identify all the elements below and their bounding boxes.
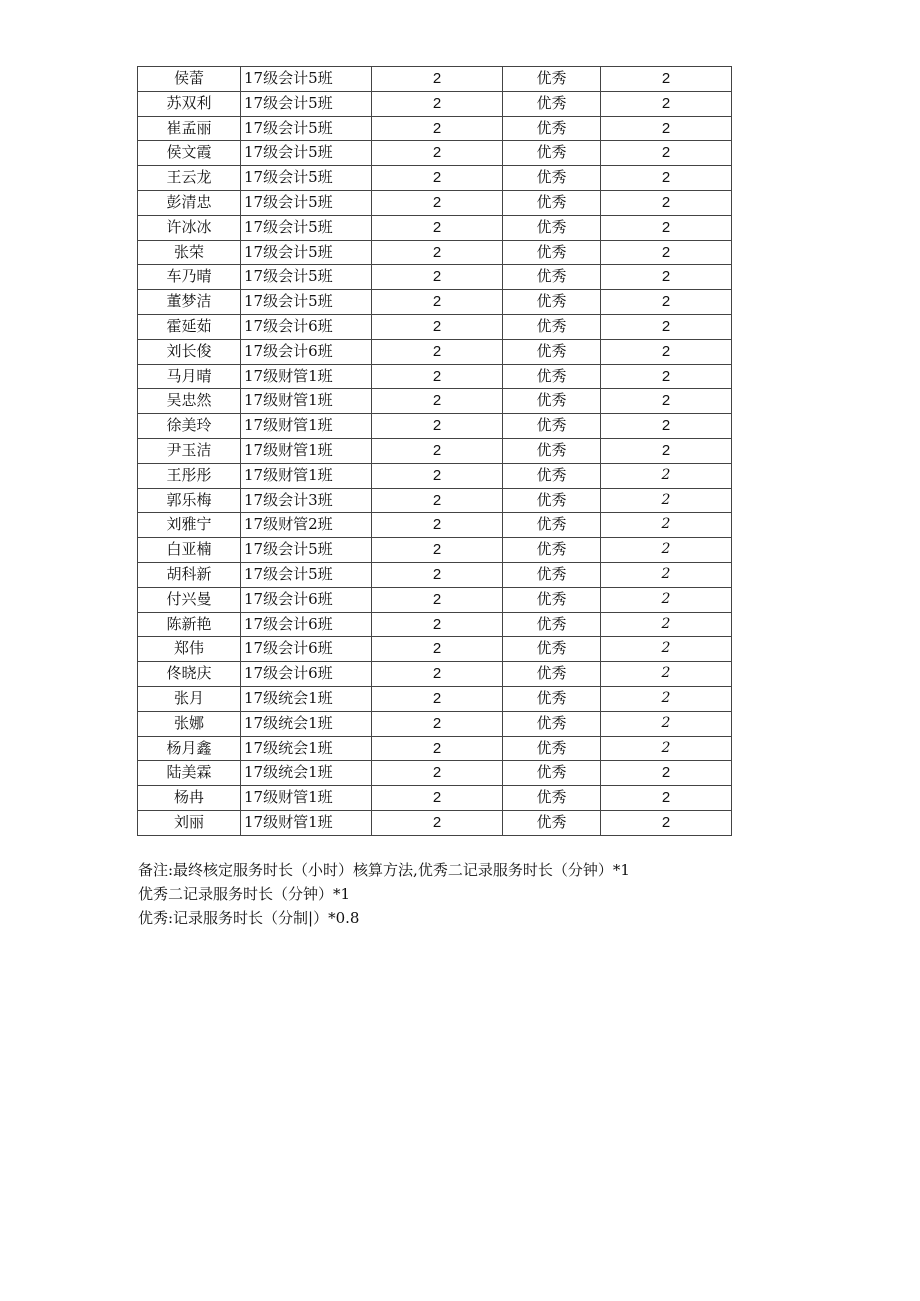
recorded-hours-cell: 2: [372, 736, 503, 761]
final-hours-cell: 2: [601, 711, 732, 736]
recorded-hours-cell: 2: [372, 538, 503, 563]
table-row: [138, 612, 732, 637]
grade-cell: 优秀: [503, 67, 601, 92]
final-hours-cell: 2: [601, 637, 732, 662]
table-row: [138, 339, 732, 364]
student-name-cell: 苏双利: [138, 91, 241, 116]
class-cell: 17级财管1班: [241, 463, 372, 488]
student-name-cell: 彭清忠: [138, 190, 241, 215]
student-name-cell: 张月: [138, 686, 241, 711]
recorded-hours-cell: 2: [372, 339, 503, 364]
table-row: [138, 637, 732, 662]
final-hours-cell: 2: [601, 314, 732, 339]
grade-cell: 优秀: [503, 488, 601, 513]
final-hours-cell: 2: [601, 587, 732, 612]
class-cell: 17级会计5班: [241, 166, 372, 191]
class-cell: 17级会计6班: [241, 339, 372, 364]
student-name-cell: 佟晓庆: [138, 662, 241, 687]
student-name-cell: 张荣: [138, 240, 241, 265]
grade-cell: 优秀: [503, 389, 601, 414]
grade-cell: 优秀: [503, 662, 601, 687]
student-name-cell: 陆美霖: [138, 761, 241, 786]
student-name-cell: 杨月鑫: [138, 736, 241, 761]
recorded-hours-cell: 2: [372, 166, 503, 191]
class-cell: 17级财管1班: [241, 438, 372, 463]
recorded-hours-cell: 2: [372, 438, 503, 463]
class-cell: 17级会计5班: [241, 562, 372, 587]
grade-cell: 优秀: [503, 810, 601, 835]
final-hours-cell: 2: [601, 240, 732, 265]
recorded-hours-cell: 2: [372, 587, 503, 612]
recorded-hours-cell: 2: [372, 389, 503, 414]
class-cell: 17级统会1班: [241, 761, 372, 786]
recorded-hours-cell: 2: [372, 240, 503, 265]
table-row: [138, 91, 732, 116]
final-hours-cell: 2: [601, 339, 732, 364]
class-cell: 17级财管2班: [241, 513, 372, 538]
student-name-cell: 付兴曼: [138, 587, 241, 612]
grade-cell: 优秀: [503, 265, 601, 290]
final-hours-cell: 2: [601, 215, 732, 240]
class-cell: 17级会计5班: [241, 240, 372, 265]
recorded-hours-cell: 2: [372, 513, 503, 538]
grade-cell: 优秀: [503, 686, 601, 711]
grade-cell: 优秀: [503, 215, 601, 240]
final-hours-cell: 2: [601, 190, 732, 215]
recorded-hours-cell: 2: [372, 761, 503, 786]
table-row: [138, 562, 732, 587]
table-row: [138, 463, 732, 488]
table-row: [138, 438, 732, 463]
final-hours-cell: 2: [601, 488, 732, 513]
final-hours-cell: 2: [601, 736, 732, 761]
recorded-hours-cell: 2: [372, 686, 503, 711]
table-row: [138, 67, 732, 92]
table-row: [138, 364, 732, 389]
recorded-hours-cell: 2: [372, 810, 503, 835]
grade-cell: 优秀: [503, 339, 601, 364]
final-hours-cell: 2: [601, 786, 732, 811]
table-row: [138, 810, 732, 835]
table-row: [138, 265, 732, 290]
final-hours-cell: 2: [601, 389, 732, 414]
recorded-hours-cell: 2: [372, 488, 503, 513]
class-cell: 17级会计5班: [241, 215, 372, 240]
table-row: [138, 711, 732, 736]
grade-cell: 优秀: [503, 438, 601, 463]
table-row: [138, 488, 732, 513]
recorded-hours-cell: 2: [372, 290, 503, 315]
table-row: [138, 389, 732, 414]
class-cell: 17级财管1班: [241, 364, 372, 389]
final-hours-cell: 2: [601, 538, 732, 563]
recorded-hours-cell: 2: [372, 314, 503, 339]
student-name-cell: 王彤彤: [138, 463, 241, 488]
recorded-hours-cell: 2: [372, 786, 503, 811]
class-cell: 17级财管1班: [241, 389, 372, 414]
recorded-hours-cell: 2: [372, 463, 503, 488]
class-cell: 17级会计3班: [241, 488, 372, 513]
grade-cell: 优秀: [503, 761, 601, 786]
final-hours-cell: 2: [601, 438, 732, 463]
grade-cell: 优秀: [503, 364, 601, 389]
student-name-cell: 许冰冰: [138, 215, 241, 240]
grade-cell: 优秀: [503, 290, 601, 315]
grade-cell: 优秀: [503, 91, 601, 116]
student-name-cell: 霍延茹: [138, 314, 241, 339]
grade-cell: 优秀: [503, 612, 601, 637]
final-hours-cell: 2: [601, 166, 732, 191]
recorded-hours-cell: 2: [372, 364, 503, 389]
class-cell: 17级财管1班: [241, 786, 372, 811]
student-name-cell: 陈新艳: [138, 612, 241, 637]
class-cell: 17级会计5班: [241, 116, 372, 141]
table-row: [138, 538, 732, 563]
final-hours-cell: 2: [601, 414, 732, 439]
grade-cell: 优秀: [503, 562, 601, 587]
student-name-cell: 吴忠然: [138, 389, 241, 414]
table-row: [138, 662, 732, 687]
class-cell: 17级会计5班: [241, 67, 372, 92]
remark-line-1: 备注:最终核定服务时长（小时）核算方法,优秀二记录服务时长（分钟）*1: [138, 861, 630, 879]
student-name-cell: 郭乐梅: [138, 488, 241, 513]
grade-cell: 优秀: [503, 240, 601, 265]
student-name-cell: 白亚楠: [138, 538, 241, 563]
class-cell: 17级会计6班: [241, 637, 372, 662]
grade-cell: 优秀: [503, 513, 601, 538]
recorded-hours-cell: 2: [372, 91, 503, 116]
remarks: [138, 858, 630, 930]
student-name-cell: 刘长俊: [138, 339, 241, 364]
class-cell: 17级会计6班: [241, 587, 372, 612]
table-row: [138, 166, 732, 191]
table-row: [138, 761, 732, 786]
grade-cell: 优秀: [503, 711, 601, 736]
final-hours-cell: 2: [601, 116, 732, 141]
student-name-cell: 尹玉洁: [138, 438, 241, 463]
final-hours-cell: 2: [601, 513, 732, 538]
recorded-hours-cell: 2: [372, 265, 503, 290]
recorded-hours-cell: 2: [372, 711, 503, 736]
final-hours-cell: 2: [601, 364, 732, 389]
table-row: [138, 141, 732, 166]
final-hours-cell: 2: [601, 463, 732, 488]
table-row: [138, 314, 732, 339]
grade-cell: 优秀: [503, 637, 601, 662]
student-name-cell: 胡科新: [138, 562, 241, 587]
recorded-hours-cell: 2: [372, 414, 503, 439]
student-name-cell: 张娜: [138, 711, 241, 736]
final-hours-cell: 2: [601, 265, 732, 290]
recorded-hours-cell: 2: [372, 662, 503, 687]
final-hours-cell: 2: [601, 67, 732, 92]
recorded-hours-cell: 2: [372, 612, 503, 637]
grade-cell: 优秀: [503, 166, 601, 191]
recorded-hours-cell: 2: [372, 141, 503, 166]
student-name-cell: 董梦洁: [138, 290, 241, 315]
class-cell: 17级财管1班: [241, 414, 372, 439]
student-name-cell: 侯文霞: [138, 141, 241, 166]
student-name-cell: 马月晴: [138, 364, 241, 389]
class-cell: 17级会计5班: [241, 91, 372, 116]
table-body: [138, 67, 732, 836]
table-row: [138, 414, 732, 439]
final-hours-cell: 2: [601, 91, 732, 116]
recorded-hours-cell: 2: [372, 67, 503, 92]
grade-cell: 优秀: [503, 414, 601, 439]
final-hours-cell: 2: [601, 761, 732, 786]
grade-cell: 优秀: [503, 786, 601, 811]
grade-cell: 优秀: [503, 538, 601, 563]
final-hours-cell: 2: [601, 810, 732, 835]
grade-cell: 优秀: [503, 190, 601, 215]
table-row: [138, 190, 732, 215]
volunteer-hours-table: [137, 66, 732, 836]
class-cell: 17级统会1班: [241, 711, 372, 736]
class-cell: 17级会计6班: [241, 662, 372, 687]
table-row: [138, 116, 732, 141]
recorded-hours-cell: 2: [372, 116, 503, 141]
student-name-cell: 郑伟: [138, 637, 241, 662]
class-cell: 17级会计5班: [241, 190, 372, 215]
student-name-cell: 崔孟丽: [138, 116, 241, 141]
grade-cell: 优秀: [503, 314, 601, 339]
class-cell: 17级统会1班: [241, 686, 372, 711]
table-row: [138, 240, 732, 265]
table-row: [138, 686, 732, 711]
class-cell: 17级会计5班: [241, 141, 372, 166]
recorded-hours-cell: 2: [372, 637, 503, 662]
grade-cell: 优秀: [503, 736, 601, 761]
remark-line-2: 优秀二记录服务时长（分钟）*1: [138, 885, 351, 903]
student-name-cell: 刘雅宁: [138, 513, 241, 538]
final-hours-cell: 2: [601, 612, 732, 637]
grade-cell: 优秀: [503, 141, 601, 166]
class-cell: 17级会计5班: [241, 290, 372, 315]
grade-cell: 优秀: [503, 116, 601, 141]
final-hours-cell: 2: [601, 662, 732, 687]
student-name-cell: 车乃晴: [138, 265, 241, 290]
recorded-hours-cell: 2: [372, 215, 503, 240]
table-row: [138, 513, 732, 538]
class-cell: 17级统会1班: [241, 736, 372, 761]
grade-cell: 优秀: [503, 463, 601, 488]
table-row: [138, 736, 732, 761]
final-hours-cell: 2: [601, 562, 732, 587]
recorded-hours-cell: 2: [372, 562, 503, 587]
recorded-hours-cell: 2: [372, 190, 503, 215]
student-name-cell: 徐美玲: [138, 414, 241, 439]
remark-line-3: 优秀:记录服务时长（分制|）*0.8: [138, 909, 360, 927]
student-name-cell: 杨冉: [138, 786, 241, 811]
class-cell: 17级会计6班: [241, 314, 372, 339]
table-row: [138, 786, 732, 811]
table-row: [138, 290, 732, 315]
class-cell: 17级会计5班: [241, 265, 372, 290]
class-cell: 17级财管1班: [241, 810, 372, 835]
student-name-cell: 王云龙: [138, 166, 241, 191]
final-hours-cell: 2: [601, 141, 732, 166]
table-row: [138, 587, 732, 612]
class-cell: 17级会计6班: [241, 612, 372, 637]
grade-cell: 优秀: [503, 587, 601, 612]
final-hours-cell: 2: [601, 290, 732, 315]
class-cell: 17级会计5班: [241, 538, 372, 563]
final-hours-cell: 2: [601, 686, 732, 711]
student-name-cell: 侯蕾: [138, 67, 241, 92]
student-name-cell: 刘丽: [138, 810, 241, 835]
table-row: [138, 215, 732, 240]
